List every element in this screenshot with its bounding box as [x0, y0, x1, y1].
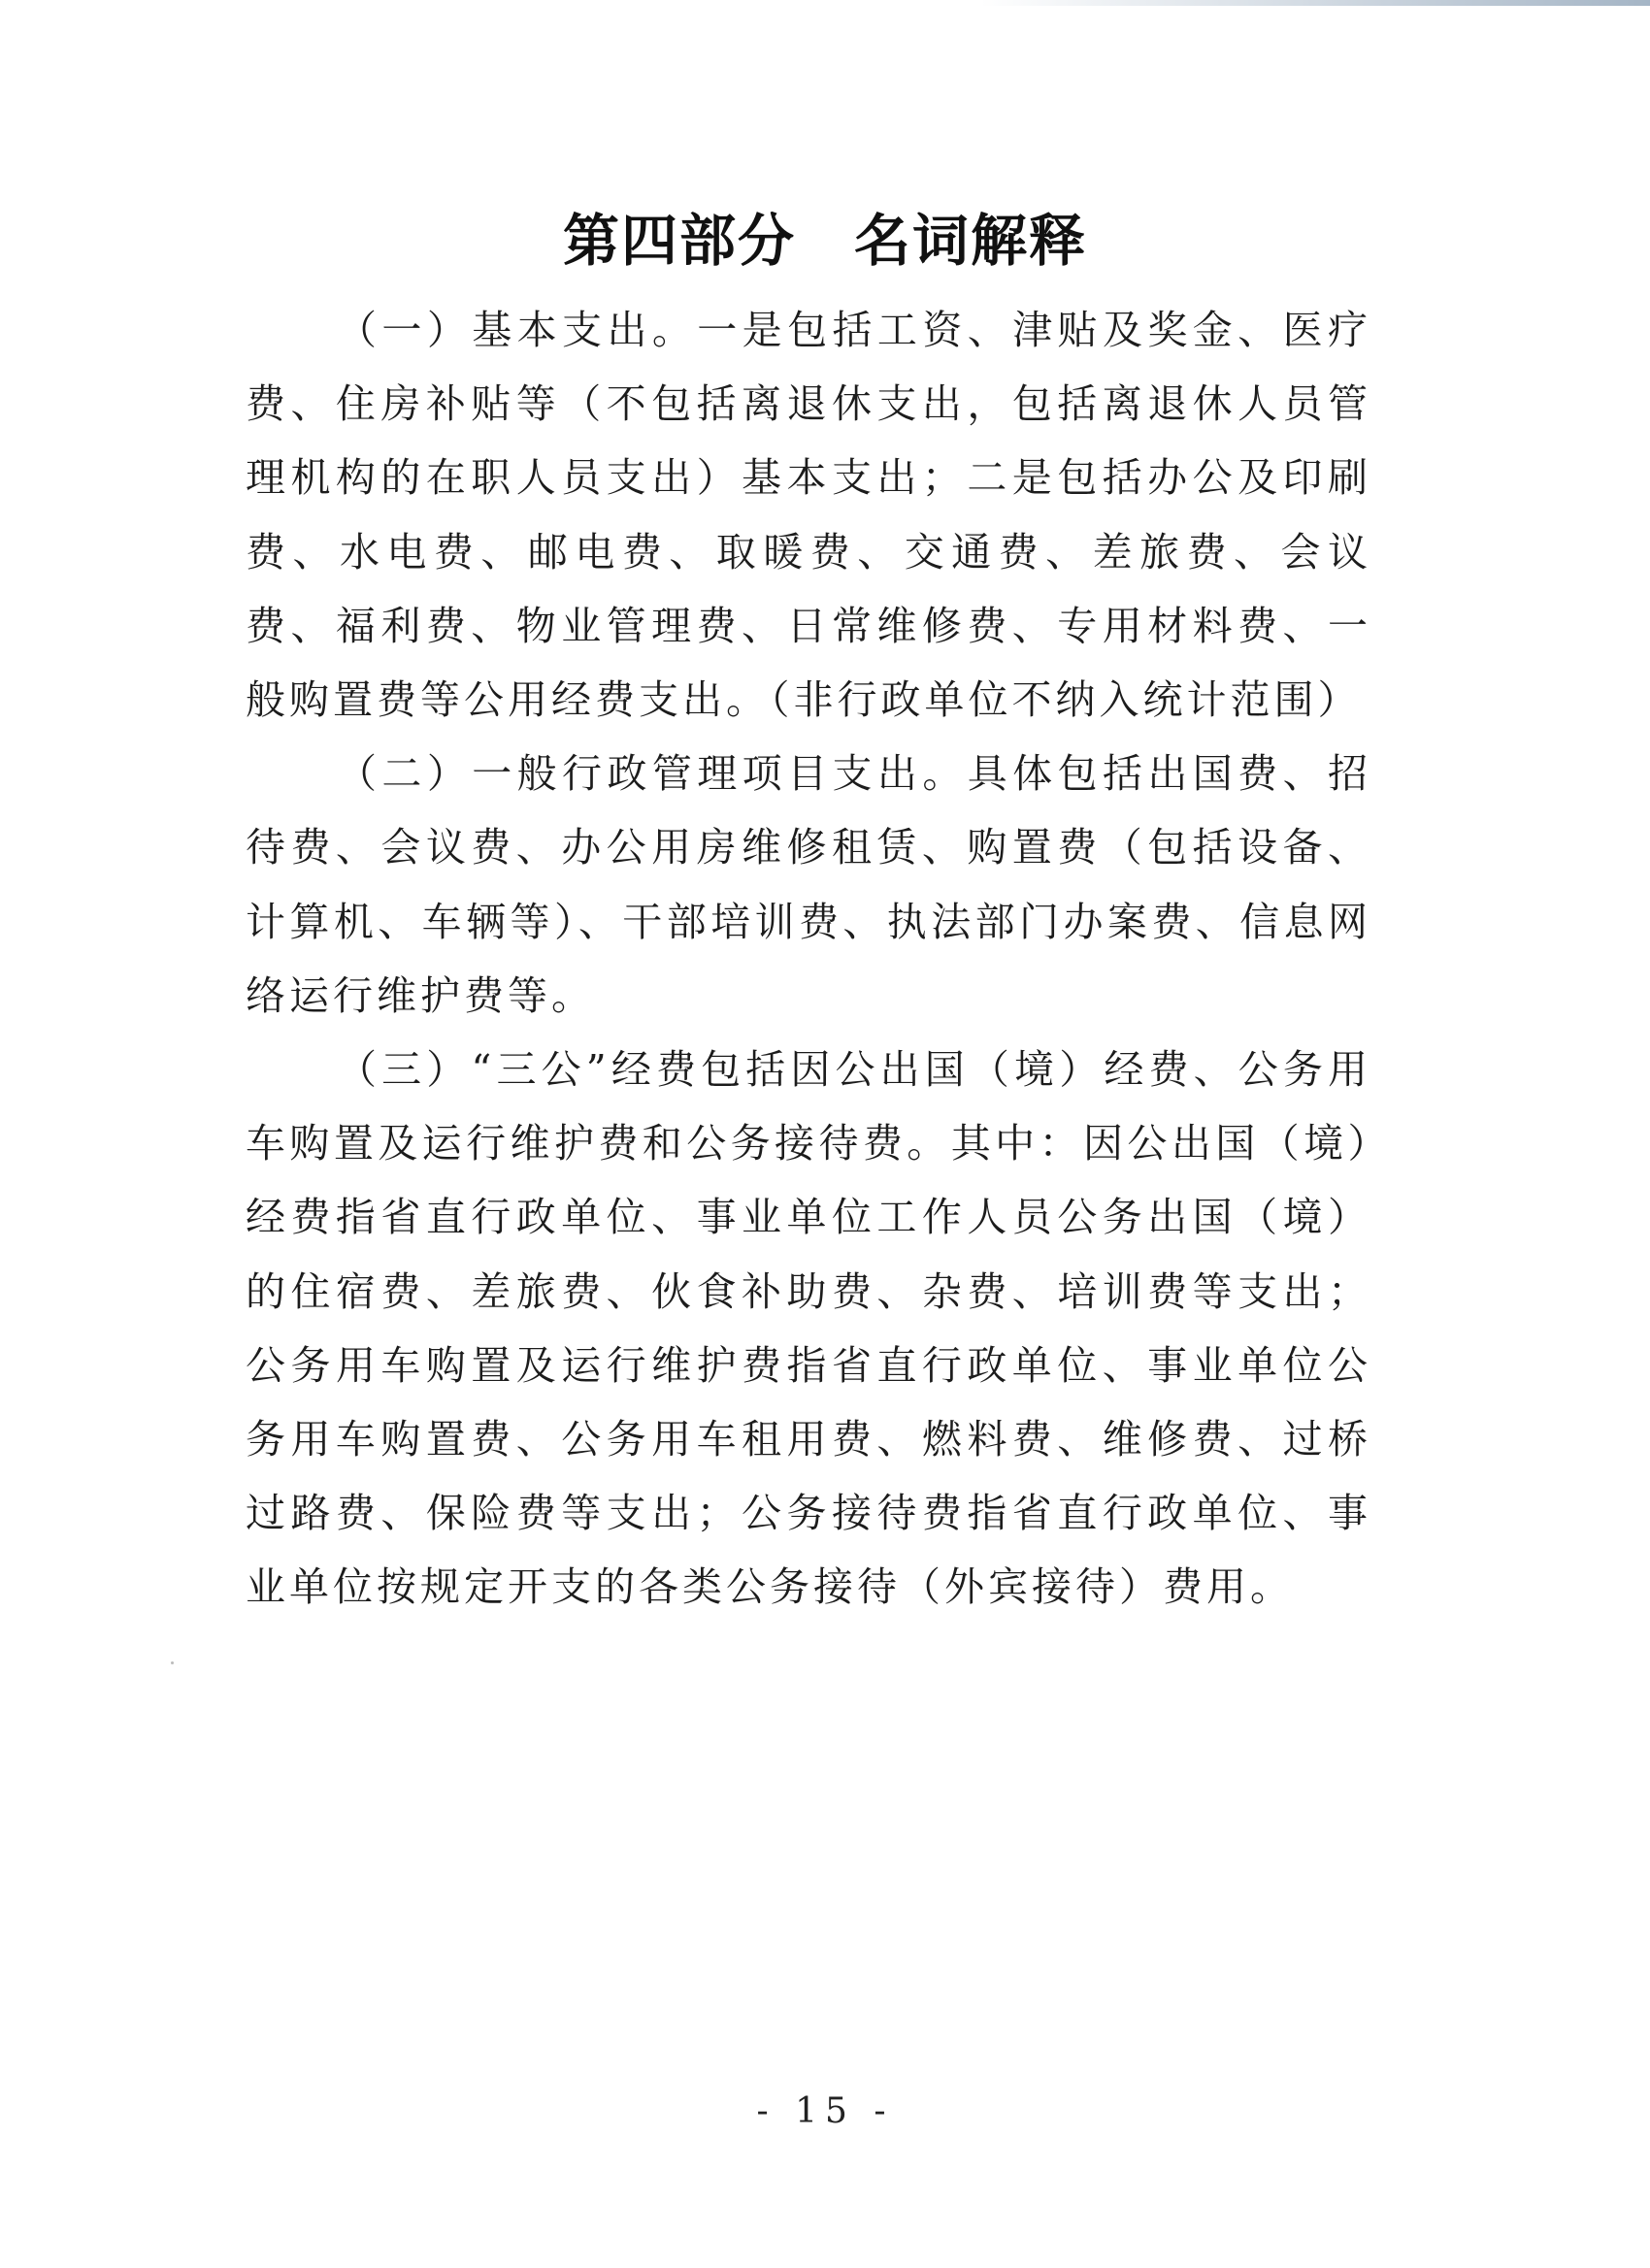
section-title-name: 名词解释: [854, 208, 1088, 274]
paragraph-admin-project-expenditure: （二）一般行政管理项目支出。具体包括出国费、招待费、会议费、办公用房维修租赁、购置费（包括设备、计算机、车辆等）、干部培训费、执法部门办案费、信息网络运行维护费等。: [246, 750, 1371, 1019]
paragraph-basic-expenditure: （一）基本支出。一是包括工资、津贴及奖金、医疗费、住房补贴等（不包括离退休支出，包括离退休人员管理机构的在职人员支出）基本支出；二是包括办公及印刷费、水电费、邮电费、取暖费、交通费、差旅费、会议费、福利费、物业管理费、日常维修费、专用材料费、一般购置费等公用经费支出。（非行政单位不纳入统计范围）: [246, 307, 1371, 724]
scan-speck: [171, 1661, 174, 1664]
paragraph-three-public-expenses: （三）“三公”经费包括因公出国（境）经费、公务用车购置及运行维护费和公务接待费。其中：因公出国（境）经费指省直行政单位、事业单位工作人员公务出国（境）的住宿费、差旅费、伙食补助费、杂费、培训费等支出；公务用车购置及运行维护费指省直行政单位、事业单位公务用车购置费、公务用车租用费、燃料费、维修费、过桥过路费、保险费等支出；公务接待费指省直行政单位、事业单位按规定开支的各类公务接待（外宾接待）费用。: [246, 1046, 1371, 1611]
section-title-part: 第四部分: [562, 208, 796, 274]
document-body: [246, 293, 1371, 1625]
scan-edge-mark: [980, 0, 1650, 6]
page-number: - 15 -: [756, 2091, 894, 2131]
section-title: [0, 202, 1650, 279]
